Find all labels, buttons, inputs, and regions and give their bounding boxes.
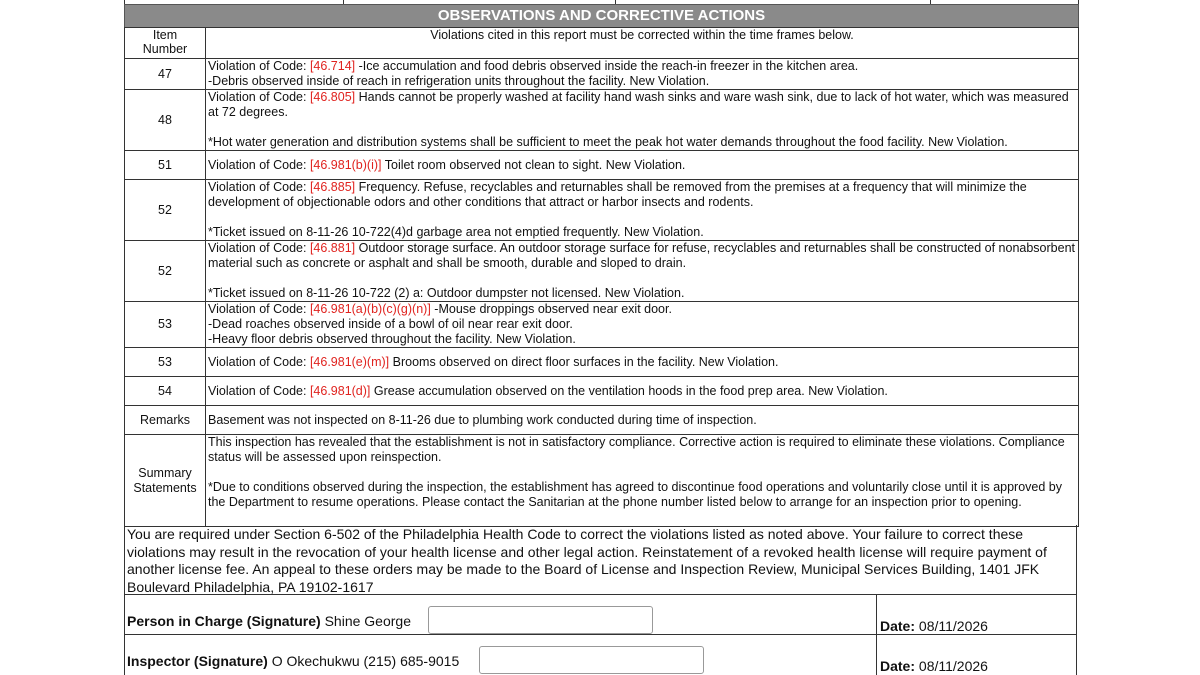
observations-table (124, 27, 1079, 527)
summary-text: This inspection has revealed that the establishment is not in satisfactory compliance. Corrective action is required to eliminate these violations. Compliance status will be assessed upon reinspection. (208, 435, 1065, 464)
item-number: 51 (125, 151, 206, 180)
violation-text: -Mouse droppings observed near exit door. (434, 302, 672, 316)
inspector-signature-box[interactable] (479, 646, 704, 674)
item-number: 48 (125, 90, 206, 151)
table-header-row (125, 28, 1079, 59)
violation-note: *Ticket issued on 8-11-26 10-722(4)d garbage area not emptied frequently. New Violation. (208, 225, 704, 239)
item-number: 52 (125, 180, 206, 241)
summary-label (125, 435, 206, 527)
violation-text: -Ice accumulation and food debris observed inside the reach-in freezer in the kitchen area. (358, 59, 859, 73)
item-number: 47 (125, 59, 206, 90)
violation-note: *Hot water generation and distribution systems shall be sufficient to meet the peak hot water demands throughout the food facility. New Violation. (208, 135, 1008, 149)
code-reference: [46.881] (309, 241, 356, 255)
violation-note: *Ticket issued on 8-11-26 10-722 (2) a: Outdoor dumpster not licensed. New Violation. (208, 286, 685, 300)
item-header-line1: Item (152, 28, 178, 42)
violation-cell (206, 90, 1079, 151)
code-reference: [46.805] (309, 90, 356, 104)
inspector-row (124, 635, 1077, 675)
violation-prefix: Violation of Code: (208, 241, 307, 255)
violation-text: Brooms observed on direct floor surfaces in the facility. New Violation. (392, 354, 779, 369)
table-row (125, 90, 1079, 151)
inspector-date-group (880, 658, 988, 674)
pic-date-cell (876, 595, 1077, 634)
item-number: 53 (125, 348, 206, 377)
remarks-row (125, 406, 1079, 435)
inspector-date-value: 08/11/2026 (918, 658, 988, 674)
item-number: 52 (125, 241, 206, 302)
item-header-line2: Number (142, 42, 188, 56)
pic-signature-label-group (127, 613, 411, 629)
violation-text: Frequency. Refuse, recyclables and returnables shall be removed from the premises at a frequency that will minimize the development of objectionable odors and other conditions that attract or harbor insects and rodents. (208, 180, 1027, 209)
person-in-charge-row (124, 595, 1077, 635)
pic-signature-label: Person in Charge (Signature) (127, 613, 321, 629)
item-number: 53 (125, 302, 206, 348)
code-reference: [46.885] (309, 180, 356, 194)
code-reference: [46.981(e)(m)] (309, 354, 390, 369)
item-number: 54 (125, 377, 206, 406)
pic-date-value: 08/11/2026 (918, 618, 988, 634)
violation-text: Grease accumulation observed on the ventilation hoods in the food prep area. New Violation. (373, 383, 888, 398)
code-reference: [46.981(a)(b)(c)(g)(n)] (309, 302, 431, 316)
inspector-date-label: Date: (880, 658, 916, 674)
table-row (125, 59, 1079, 90)
violation-prefix: Violation of Code: (208, 354, 307, 369)
violation-prefix: Violation of Code: (208, 157, 307, 172)
pic-name: Shine George (324, 613, 411, 629)
summary-cell (206, 435, 1079, 527)
code-reference: [46.981(d)] (309, 383, 371, 398)
violation-text: -Heavy floor debris observed throughout the facility. New Violation. (208, 332, 576, 346)
table-row (125, 180, 1079, 241)
inspector-signature-label: Inspector (Signature) (127, 653, 268, 669)
violation-prefix: Violation of Code: (208, 180, 307, 194)
violation-text: Hands cannot be properly washed at facility hand wash sinks and ware wash sink, due to lack of hot water, which was measured at 72 degrees. (208, 90, 1069, 119)
violation-text: Toilet room observed not clean to sight. New Violation. (384, 157, 686, 172)
violation-cell (206, 59, 1079, 90)
pic-signature-box[interactable] (428, 606, 653, 634)
table-row (125, 377, 1079, 406)
inspector-date-cell (876, 635, 1077, 675)
violation-cell (206, 348, 1079, 377)
violation-prefix: Violation of Code: (208, 59, 307, 73)
inspector-signature-label-group (127, 653, 459, 669)
table-row (125, 241, 1079, 302)
violation-prefix: Violation of Code: (208, 302, 307, 316)
code-reference: [46.714] (309, 59, 356, 73)
violation-cell (206, 151, 1079, 180)
violation-cell (206, 302, 1079, 348)
item-number-header (125, 28, 206, 59)
summary-row (125, 435, 1079, 527)
summary-label-line1: Summary (138, 465, 192, 480)
table-row (125, 151, 1079, 180)
violation-cell (206, 377, 1079, 406)
violation-prefix: Violation of Code: (208, 383, 307, 398)
pic-date-label: Date: (880, 618, 916, 634)
table-row (125, 348, 1079, 377)
pic-date-group (880, 618, 988, 634)
code-reference: [46.981(b)(i)] (309, 157, 382, 172)
violation-cell (206, 180, 1079, 241)
violation-text: Outdoor storage surface. An outdoor storage surface for refuse, recyclables and returnables shall be constructed of nonabsorbent material such as concrete or asphalt and shall be smooth, durable and sloped to drain. (208, 241, 1076, 270)
legal-notice: You are required under Section 6-502 of the Philadelphia Health Code to correct the violations listed as noted above. Your failure to correct these violations may result in the revocation of your health license and other legal action. Reinstatement of a revoked health license will require payment of another license fee. An appeal to these orders may be made to the Board of License and Inspection Review, Municipal Services Building, 1401 JFK Boulevard Philadelphia, PA 19102-1617 (124, 525, 1077, 595)
violation-prefix: Violation of Code: (208, 90, 307, 104)
table-row (125, 302, 1079, 348)
inspector-name: O Okechukwu (215) 685-9015 (271, 653, 460, 669)
section-header: OBSERVATIONS AND CORRECTIVE ACTIONS (124, 4, 1079, 28)
violations-intro: Violations cited in this report must be corrected within the time frames below. (206, 28, 1079, 59)
summary-closure-note: *Due to conditions observed during the inspection, the establishment has agreed to discontinue food operations and voluntarily close until it is approved by the Department to resume operations. Please contact the Sanitarian at the phone number listed below to arrange for an inspection prior to opening. (208, 480, 1063, 509)
inspection-report-sheet (124, 0, 1079, 675)
violation-cell (206, 241, 1079, 302)
remarks-label: Remarks (125, 406, 206, 435)
violation-text: -Debris observed inside of reach in refrigeration units throughout the facility. New Violation. (208, 74, 710, 88)
violation-text: -Dead roaches observed inside of a bowl of oil near rear exit door. (208, 317, 573, 331)
remarks-text: Basement was not inspected on 8-11-26 due to plumbing work conducted during time of inspection. (206, 406, 1079, 435)
summary-label-line2: Statements (133, 480, 197, 495)
